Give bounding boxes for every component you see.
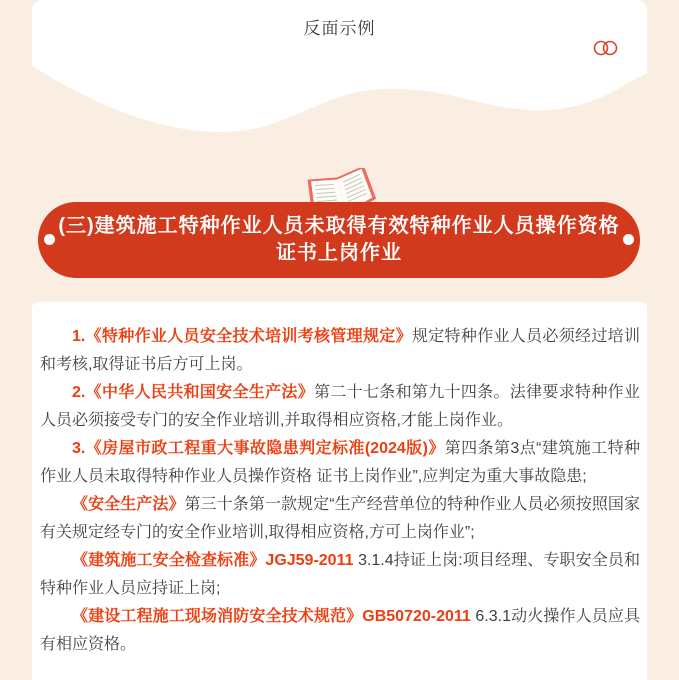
paragraph-2 (40, 379, 640, 435)
page-title: 反面示例 (303, 19, 376, 38)
paragraph-text: 第二十七条和第九十四条。法律要求特种作业人员必须接受专门的安全作业培训,并取得相应资格,才能上岗作业。 (40, 384, 640, 429)
paragraph-1 (40, 323, 640, 379)
section-title-banner (38, 202, 640, 278)
interlocked-rings-icon (592, 39, 619, 57)
paragraph-text: 3.1.4持证上岗:项目经理、专职安全员和特种作业人员应持证上岗; (40, 552, 640, 597)
paragraph-text: 第三十条第一款规定“生产经营单位的特种作业人员必须按照国家有关规定经专门的安全作业培训,取得相应资格,方可上岗作业”; (40, 496, 640, 541)
content-card (32, 302, 647, 680)
regulation-title: 1.《特种作业人员安全技术培训考核管理规定》 (72, 328, 412, 345)
regulation-title: 《安全生产法》 (72, 496, 185, 513)
regulation-title: 3.《房屋市政工程重大事故隐患判定标准(2024版)》 (72, 440, 445, 457)
paragraph-5 (40, 547, 640, 603)
paragraph-3 (40, 435, 640, 491)
banner-dot-right (623, 234, 634, 245)
regulation-title: 《建设工程施工现场消防安全技术规范》GB50720-2011 (72, 608, 471, 625)
paragraph-6 (40, 603, 640, 659)
section-title-line2: 证书上岗作业 (276, 242, 402, 264)
section-title-line1: (三)建筑施工特种作业人员未取得有效特种作业人员操作资格 (58, 215, 620, 237)
paragraph-4 (40, 491, 640, 547)
paragraph-text: 第四条第3点“建筑施工特种作业人员未取得特种作业人员操作资格 证书上岗作业”,应判定为重大事故隐患; (40, 440, 640, 485)
banner-dot-left (44, 234, 55, 245)
regulation-title: 《建筑施工安全检查标准》JGJ59-2011 (72, 552, 354, 569)
regulation-title: 2.《中华人民共和国安全生产法》 (72, 384, 315, 401)
paragraph-text: 规定特种作业人员必须经过培训和考核,取得证书后方可上岗。 (40, 328, 640, 373)
paragraph-text: 6.3.1动火操作人员应具有相应资格。 (40, 608, 640, 653)
top-header-card (32, 0, 647, 142)
